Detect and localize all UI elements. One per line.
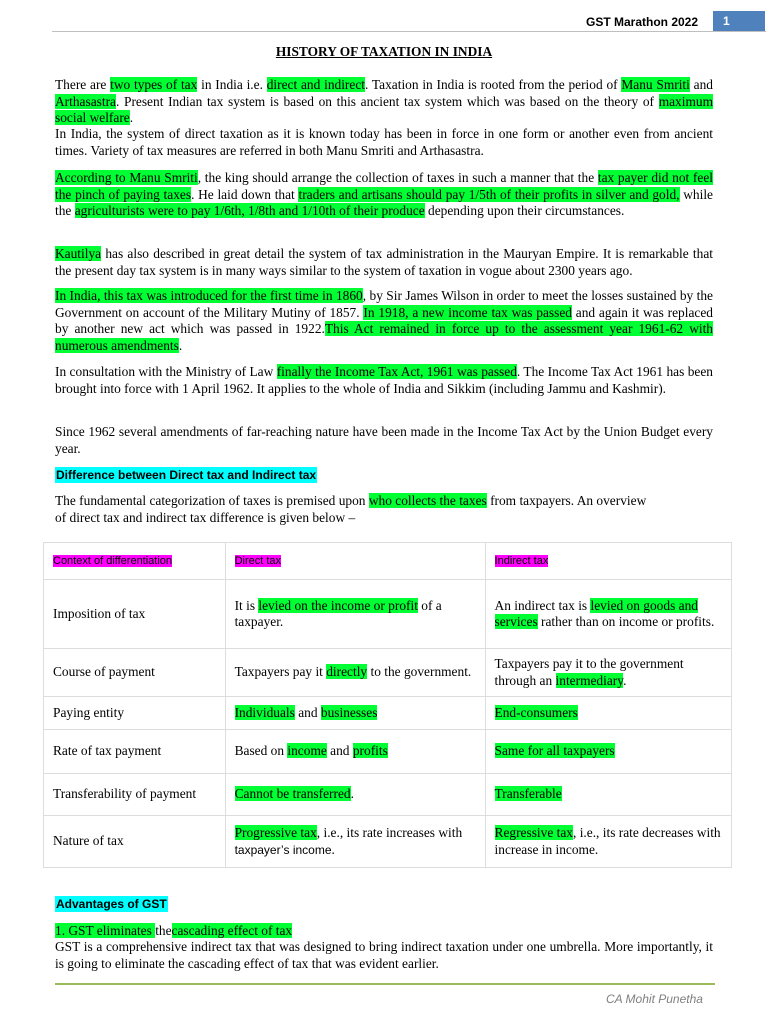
text-run: The fundamental categorization of taxes is premised upon bbox=[55, 493, 369, 508]
table-cell bbox=[225, 774, 485, 816]
table-row bbox=[44, 697, 732, 730]
highlight: traders and artisans should pay 1/5th of their profits in silver and gold, bbox=[298, 186, 680, 202]
text-run: , the king should arrange the collection of taxes in such a manner that the bbox=[197, 170, 598, 185]
highlight: two types of tax bbox=[110, 77, 198, 92]
text-run: of direct tax and indirect tax difference is given below – bbox=[55, 509, 356, 525]
text-run: depending upon their circumstances. bbox=[424, 203, 625, 218]
table-cell bbox=[225, 730, 485, 774]
highlight: Kautilya bbox=[55, 246, 102, 261]
highlight: End-consumers bbox=[494, 704, 578, 720]
highlight: finally the Income Tax Act, 1961 was passed bbox=[276, 364, 517, 379]
text-run: from taxpayers. An overview bbox=[486, 493, 647, 508]
highlight: Manu Smriti bbox=[621, 77, 690, 92]
gst-advantage-1-heading bbox=[55, 923, 713, 940]
table-header-cell bbox=[44, 543, 226, 580]
text-run: and again it was replaced by another new act which was passed in 1922. bbox=[55, 304, 713, 336]
table-cell: Imposition of tax bbox=[44, 580, 226, 649]
text-run: . bbox=[623, 672, 627, 688]
table-row bbox=[44, 816, 732, 868]
paragraph-kautilya bbox=[55, 246, 713, 279]
text-run: . bbox=[350, 786, 354, 802]
paragraph-income-tax-act bbox=[55, 364, 713, 397]
section-heading-difference: Difference between Direct tax and Indirect tax bbox=[56, 468, 317, 482]
table-cell bbox=[225, 697, 485, 730]
text-run: and bbox=[689, 77, 714, 92]
highlight: levied on goods and services bbox=[494, 597, 698, 629]
table-header-cell bbox=[225, 543, 485, 580]
highlight: Cannot be transferred bbox=[234, 786, 351, 802]
table-cell bbox=[225, 580, 485, 649]
highlight: Individuals bbox=[234, 704, 295, 720]
text-run: . Present Indian tax system is based on this ancient tax system which was based on the theory of bbox=[115, 93, 659, 109]
text-run: in India i.e. bbox=[197, 77, 267, 92]
table-cell: Transferability of payment bbox=[44, 774, 226, 816]
highlight: income bbox=[287, 743, 327, 759]
table-cell bbox=[225, 649, 485, 697]
table-header-row bbox=[44, 543, 732, 580]
table-cell bbox=[485, 649, 731, 697]
highlight: agriculturists were to pay 1/6th, 1/8th and 1/10th of their produce bbox=[74, 203, 425, 218]
text-run: has also described in great detail the system of tax administration in the Mauryan Empire. It is remarkable that the present day tax system is in many ways similar to the system of taxation in vogue about 2300 years ago. bbox=[55, 246, 713, 278]
highlight: Progressive tax bbox=[234, 825, 317, 840]
text-run: . bbox=[129, 110, 134, 125]
text-run: taxpayer’s income bbox=[234, 842, 332, 857]
highlight: intermediary bbox=[555, 672, 624, 688]
highlight: This Act remained in force up to the assessment year 1961-62 with numerous amendments bbox=[55, 321, 713, 353]
paragraph-direct-taxation: In India, the system of direct taxation as it is known today has been in force in one form or another even from ancient times. Variety of tax measures are referred in both Manu Smriti and Arthasastra. bbox=[55, 126, 713, 158]
footer-author: CA Mohit Punetha bbox=[606, 992, 703, 1006]
text-run: , by Sir James Wilson in order to meet the losses sustained by the Government on account of the Military Mutiny of 1857. bbox=[55, 288, 713, 320]
highlight: Regressive tax bbox=[494, 825, 573, 840]
section-heading-advantages: Advantages of GST bbox=[56, 897, 167, 911]
highlight: profits bbox=[352, 743, 388, 759]
highlight: levied on the income or profit bbox=[258, 597, 418, 613]
paragraph-categorization bbox=[55, 493, 713, 526]
table-cell bbox=[485, 730, 731, 774]
header-label: Direct tax bbox=[234, 555, 282, 568]
highlight: In India, this tax was introduced for the first time in 1860 bbox=[55, 288, 363, 303]
text-run: . The Income Tax Act 1961 has been brought into force with 1 April 1962. It applies to the whole of India and Sikkim (including Jammu and Kashmir). bbox=[55, 364, 713, 396]
table-row bbox=[44, 774, 732, 816]
paragraph-gst: GST is a comprehensive indirect tax that was designed to bring indirect taxation under one umbrella. More importantly, it is going to eliminate the cascading effect of tax that was evident earlier. bbox=[55, 939, 713, 971]
paragraph-amendments: Since 1962 several amendments of far-reaching nature have been made in the Income Tax Act by the Union Budget every year. bbox=[55, 424, 713, 456]
paragraph-intro bbox=[55, 77, 713, 127]
table-row bbox=[44, 649, 732, 697]
highlight: cascading effect of tax bbox=[171, 923, 293, 938]
highlight: Arthasastra bbox=[55, 93, 116, 109]
text-run: of a taxpayer. bbox=[234, 597, 442, 629]
header-label: Indirect tax bbox=[494, 555, 549, 568]
text-run: the bbox=[155, 923, 172, 938]
table-cell bbox=[485, 816, 731, 868]
table-cell: Rate of tax payment bbox=[44, 730, 226, 774]
text-run: In consultation with the Ministry of Law bbox=[55, 364, 277, 379]
table-cell bbox=[485, 580, 731, 649]
text-run: Taxpayers pay it to the government through an bbox=[494, 656, 684, 688]
table-row bbox=[44, 580, 732, 649]
text-run: while the bbox=[55, 186, 713, 218]
highlight: According to Manu Smriti bbox=[55, 170, 198, 185]
comparison-table bbox=[43, 542, 732, 868]
highlight: 1. GST eliminates bbox=[55, 923, 156, 938]
text-run: , i.e., its rate increases with bbox=[316, 825, 463, 840]
text-run: There are bbox=[55, 77, 111, 92]
text-run: Taxpayers pay it bbox=[234, 664, 327, 680]
table-cell bbox=[485, 774, 731, 816]
table-cell: Course of payment bbox=[44, 649, 226, 697]
text-run: . Taxation in India is rooted from the period of bbox=[365, 77, 622, 92]
text-run: and bbox=[326, 743, 353, 759]
text-run: . bbox=[331, 841, 335, 857]
highlight: tax payer did not feel the pinch of paying taxes bbox=[55, 170, 714, 202]
document-title: HISTORY OF TAXATION IN INDIA bbox=[275, 44, 493, 59]
text-run: rather than on income or profits. bbox=[537, 614, 715, 629]
paragraph-income-tax-history bbox=[55, 288, 713, 354]
table-header-cell bbox=[485, 543, 731, 580]
text-run: . He laid down that bbox=[191, 186, 299, 202]
highlight: In 1918, a new income tax was passed bbox=[363, 304, 572, 320]
text-run: It is bbox=[234, 597, 259, 613]
header-title: GST Marathon 2022 bbox=[586, 15, 699, 29]
footer-rule bbox=[55, 983, 715, 985]
highlight: maximum social welfare bbox=[55, 93, 713, 125]
highlight: Transferable bbox=[494, 786, 562, 802]
highlight: directly bbox=[326, 664, 368, 680]
highlight: who collects the taxes bbox=[368, 493, 487, 508]
paragraph-manu-smriti bbox=[55, 170, 713, 220]
table-cell: Nature of tax bbox=[44, 816, 226, 868]
highlight: businesses bbox=[320, 704, 378, 720]
text-run: An indirect tax is bbox=[494, 597, 591, 613]
text-run: and bbox=[294, 704, 321, 720]
table-cell: Paying entity bbox=[44, 697, 226, 730]
text-run: . bbox=[178, 337, 183, 353]
text-run: to the government. bbox=[367, 664, 472, 680]
text-run: , i.e., its rate decreases with increase in income. bbox=[494, 825, 721, 857]
header-label: Context of differentiation bbox=[53, 555, 173, 568]
header-rule bbox=[52, 31, 766, 32]
table-cell bbox=[485, 697, 731, 730]
highlight: Same for all taxpayers bbox=[494, 743, 615, 759]
page-number-badge: 1 bbox=[713, 11, 765, 31]
table-cell bbox=[225, 816, 485, 868]
table-row bbox=[44, 730, 732, 774]
text-run: Based on bbox=[234, 743, 288, 759]
highlight: direct and indirect bbox=[266, 77, 366, 92]
